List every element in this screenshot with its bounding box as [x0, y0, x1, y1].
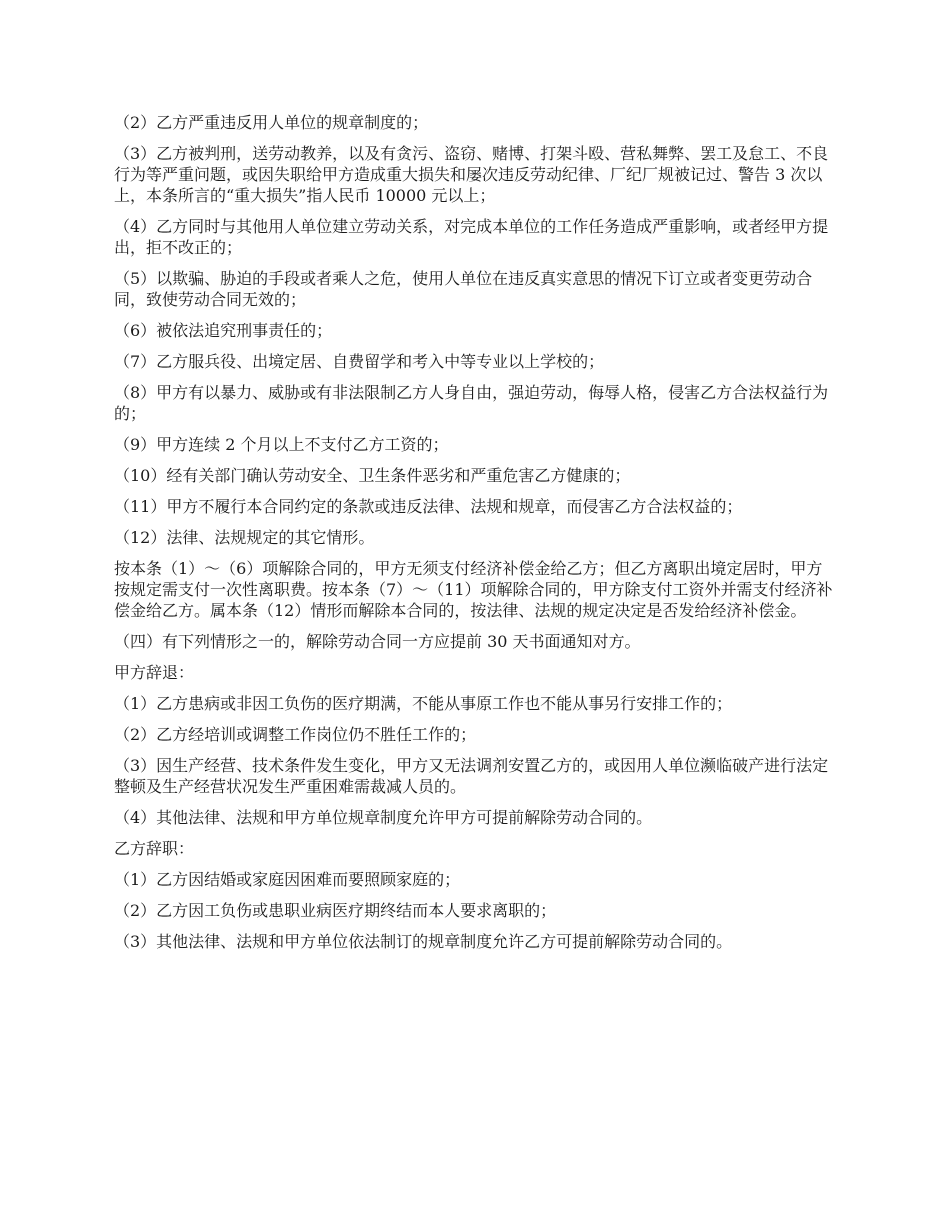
compensation-paragraph: 按本条（1）～（6）项解除合同的，甲方无须支付经济补偿金给乙方；但乙方离职出境定居时，甲方按规定需支付一次性离职费。按本条（7）～（11）项解除合同的，甲方除支付工资外并需支付经济补偿金给乙方。属本条（12）情形而解除本合同的，按法律、法规的规定决定是否发给经济补偿金。 [114, 559, 833, 620]
resignation-item-1: （1）乙方因结婚或家庭因困难而要照顾家庭的； [114, 870, 461, 889]
resignation-item-3: （3）其他法律、法规和甲方单位依法制订的规章制度允许乙方可提前解除劳动合同的。 [114, 932, 733, 951]
clause-10: （10）经有关部门确认劳动安全、卫生条件恶劣和严重危害乙方健康的； [114, 466, 631, 485]
clause-12: （12）法律、法规规定的其它情形。 [114, 528, 375, 547]
clause-4: （4）乙方同时与其他用人单位建立劳动关系，对完成本单位的工作任务造成严重影响，或者经甲方提出，拒不改正的； [114, 217, 829, 257]
employer-dismissal-heading: 甲方辞退： [114, 663, 195, 682]
dismissal-item-4: （4）其他法律、法规和甲方单位规章制度允许甲方可提前解除劳动合同的。 [114, 808, 653, 827]
clause-11: （11）甲方不履行本合同约定的条款或违反法律、法规和规章，而侵害乙方合法权益的； [114, 497, 743, 516]
clause-8: （8）甲方有以暴力、威胁或有非法限制乙方人身自由，强迫劳动，侮辱人格，侵害乙方合法权益行为的； [114, 383, 829, 423]
document-body [114, 112, 836, 962]
clause-2: （2）乙方严重违反用人单位的规章制度的； [114, 113, 429, 132]
section-four-heading: （四）有下列情形之一的，解除劳动合同一方应提前 30 天书面通知对方。 [114, 632, 641, 651]
clause-9: （9）甲方连续 2 个月以上不支付乙方工资的； [114, 435, 449, 454]
resignation-item-2: （2）乙方因工负伤或患职业病医疗期终结而本人要求离职的； [114, 901, 557, 920]
clause-5: （5）以欺骗、胁迫的手段或者乘人之危，使用人单位在违反真实意思的情况下订立或者变更劳动合同，致使劳动合同无效的； [114, 269, 813, 309]
dismissal-item-1: （1）乙方患病或非因工负伤的医疗期满，不能从事原工作也不能从事另行安排工作的； [114, 694, 733, 713]
clause-7: （7）乙方服兵役、出境定居、自费留学和考入中等专业以上学校的； [114, 352, 605, 371]
dismissal-item-2: （2）乙方经培训或调整工作岗位仍不胜任工作的； [114, 725, 477, 744]
clause-3: （3）乙方被判刑，送劳动教养，以及有贪污、盗窃、赌博、打架斗殴、营私舞弊、罢工及怠工、不良行为等严重问题，或因失职给甲方造成重大损失和屡次违反劳动纪律、厂纪厂规被记过、警告 3 次以上，本条所言的“重大损失”指人民币 10000 元以上； [114, 144, 829, 205]
clause-6: （6）被依法追究刑事责任的； [114, 321, 333, 340]
employee-resignation-heading: 乙方辞职： [114, 839, 195, 858]
dismissal-item-3: （3）因生产经营、技术条件发生变化，甲方又无法调剂安置乙方的，或因用人单位濒临破产进行法定整顿及生产经营状况发生严重困难需裁减人员的。 [114, 756, 829, 796]
